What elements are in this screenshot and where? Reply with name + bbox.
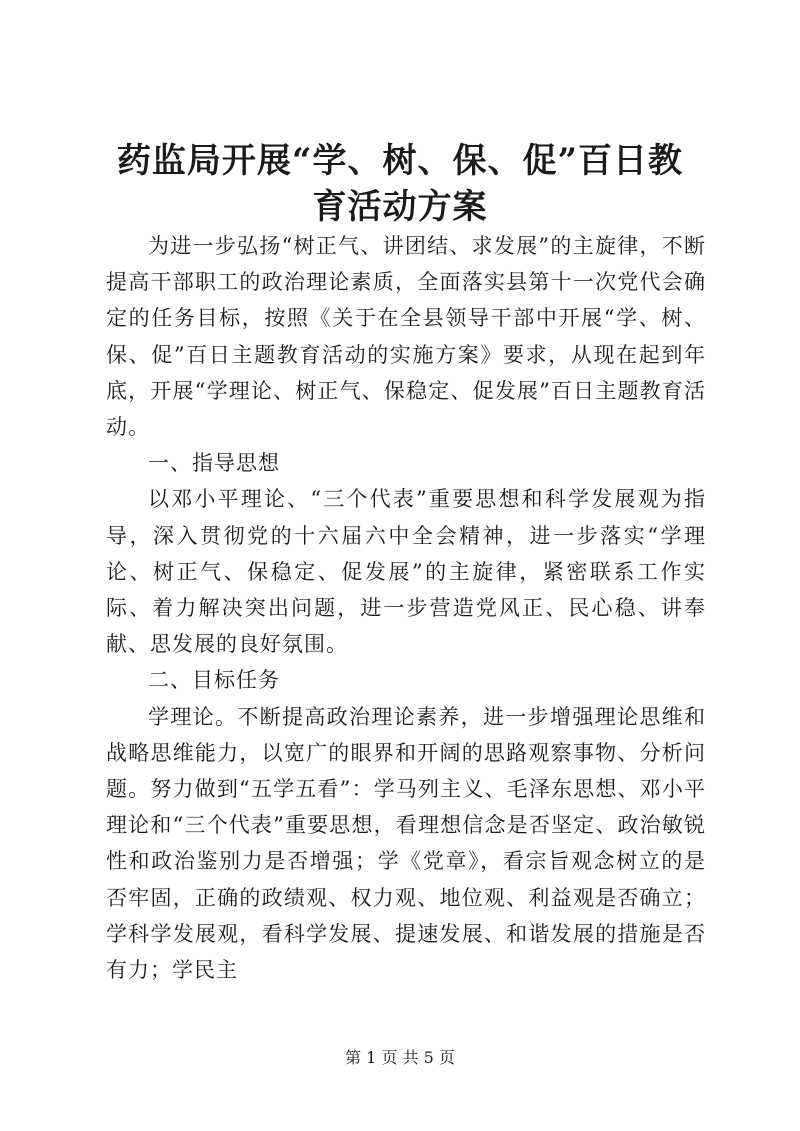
document-body — [106, 228, 706, 988]
document-title: 药监局开展“学、树、保、促”百日教育活动方案 — [116, 141, 684, 227]
goals-tasks-paragraph: 学理论。不断提高政治理论素养，进一步增强理论思维和战略思维能力，以宽广的眼界和开阔的思路观察事物、分析问题。努力做到“五学五看”：学马列主义、毛泽东思想、邓小平理论和“三个代表”重要思想，看理想信念是否坚定、政治敏锐性和政治鉴别力是否增强；学《党章》，看宗旨观念树立的是否牢固，正确的政绩观、权力观、地位观、利益观是否确立；学科学发展观，看科学发展、提速发展、和谐发展的措施是否有力；学民主 — [106, 704, 706, 983]
section-heading-goals-tasks: 二、目标任务 — [148, 668, 280, 693]
section-heading-guiding-thought: 一、指导思想 — [148, 451, 280, 476]
page-number-footer: 第 1 页 共 5 页 — [345, 1048, 455, 1067]
intro-paragraph: 为进一步弘扬“树正气、讲团结、求发展”的主旋律，不断提高干部职工的政治理论素质，全面落实县第十一次党代会确定的任务目标，按照《关于在全县领导干部中开展“学、树、保、促”百日主题教育活动的实施方案》要求，从现在起到年底，开展“学理论、树正气、保稳定、促发展”百日主题教育活动。 — [106, 234, 706, 440]
guiding-thought-paragraph: 以邓小平理论、“三个代表”重要思想和科学发展观为指导，深入贯彻党的十六届六中全会精神，进一步落实“学理论、树正气、保稳定、促发展”的主旋律，紧密联系工作实际、着力解决突出问题，进一步营造党风正、民心稳、讲奉献、思发展的良好氛围。 — [106, 487, 706, 657]
